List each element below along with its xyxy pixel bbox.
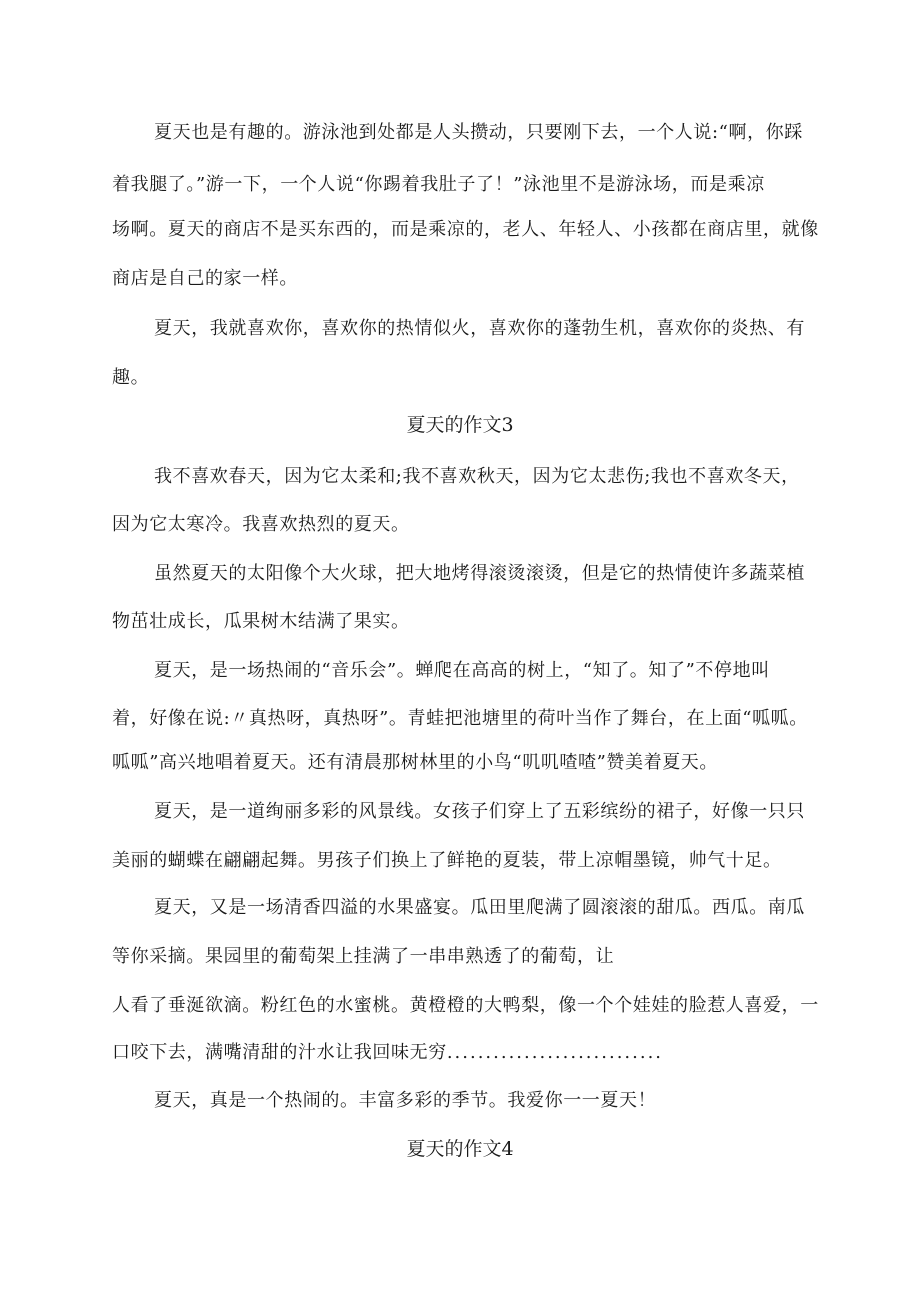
paragraph-line: 商店是自己的家一样。	[112, 268, 298, 289]
paragraph-line: 虽然夏天的太阳像个大火球，把大地烤得滚烫滚烫，但是它的热情使许多蔬菜植	[154, 563, 805, 584]
paragraph-line: 趣。	[112, 367, 150, 388]
paragraph-line: 夏天，是一道绚丽多彩的风景线。女孩子们穿上了五彩缤纷的裙子，好像一只只	[154, 801, 805, 822]
paragraph-line: 夏天，我就喜欢你，喜欢你的热情似火，喜欢你的蓬勃生机，喜欢你的炎热、有	[154, 318, 805, 339]
paragraph-line: 物茁壮成长，瓜果树木结满了果实。	[112, 611, 410, 632]
paragraph-line: 夏天，是一场热闹的“音乐会”。蝉爬在高高的树上，“知了。知了”不停地叫	[154, 660, 770, 681]
paragraph-line: 夏天，又是一场清香四溢的水果盛宴。瓜田里爬满了圆滚滚的甜瓜。西瓜。南瓜	[154, 897, 805, 918]
paragraph-line: 着我腿了。”游一下，一个人说“你踢着我肚子了！”泳池里不是游泳场，而是乘凉	[112, 174, 765, 195]
paragraph-line: 着，好像在说:〃真热呀，真热呀”。青蛙把池塘里的荷叶当作了舞台，在上面“呱呱。	[112, 708, 808, 729]
paragraph-line: 因为它太寒冷。我喜欢热烈的夏天。	[112, 514, 410, 535]
ellipsis-dots: ............................	[446, 1042, 664, 1063]
paragraph-line: 呱呱”高兴地唱着夏天。还有清晨那树林里的小鸟“叽叽喳喳”赞美着夏天。	[112, 752, 719, 773]
paragraph-text: 口咬下去，满嘴清甜的汁水让我回味无穷	[112, 1042, 447, 1063]
paragraph-line: 我不喜欢春天，因为它太柔和;我不喜欢秋天，因为它太悲伤;我也不喜欢冬天，	[154, 466, 800, 487]
paragraph-line: 人看了垂涎欲滴。粉红色的水蜜桃。黄橙橙的大鸭梨，像一个个娃娃的脸惹人喜爱，一	[112, 995, 819, 1016]
paragraph-line: 场啊。夏天的商店不是买东西的，而是乘凉的，老人、年轻人、小孩都在商店里，就像	[112, 219, 819, 240]
section-heading: 夏天的作文3	[406, 414, 514, 436]
paragraph-line: 等你采摘。果园里的葡萄架上挂满了一串串熟透了的葡萄，让	[112, 946, 615, 967]
paragraph-line	[112, 1041, 663, 1065]
paragraph-line: 美丽的蝴蝶在翩翩起舞。男孩子们换上了鲜艳的夏装，带上凉帽墨镜，帅气十足。	[112, 850, 782, 871]
section-heading: 夏天的作文4	[406, 1138, 514, 1160]
paragraph-line: 夏天，真是一个热闹的。丰富多彩的季节。我爱你一一夏天！	[154, 1090, 657, 1111]
paragraph-line: 夏天也是有趣的。游泳池到处都是人头攒动，只要刚下去，一个人说:“啊，你踩	[154, 122, 803, 143]
